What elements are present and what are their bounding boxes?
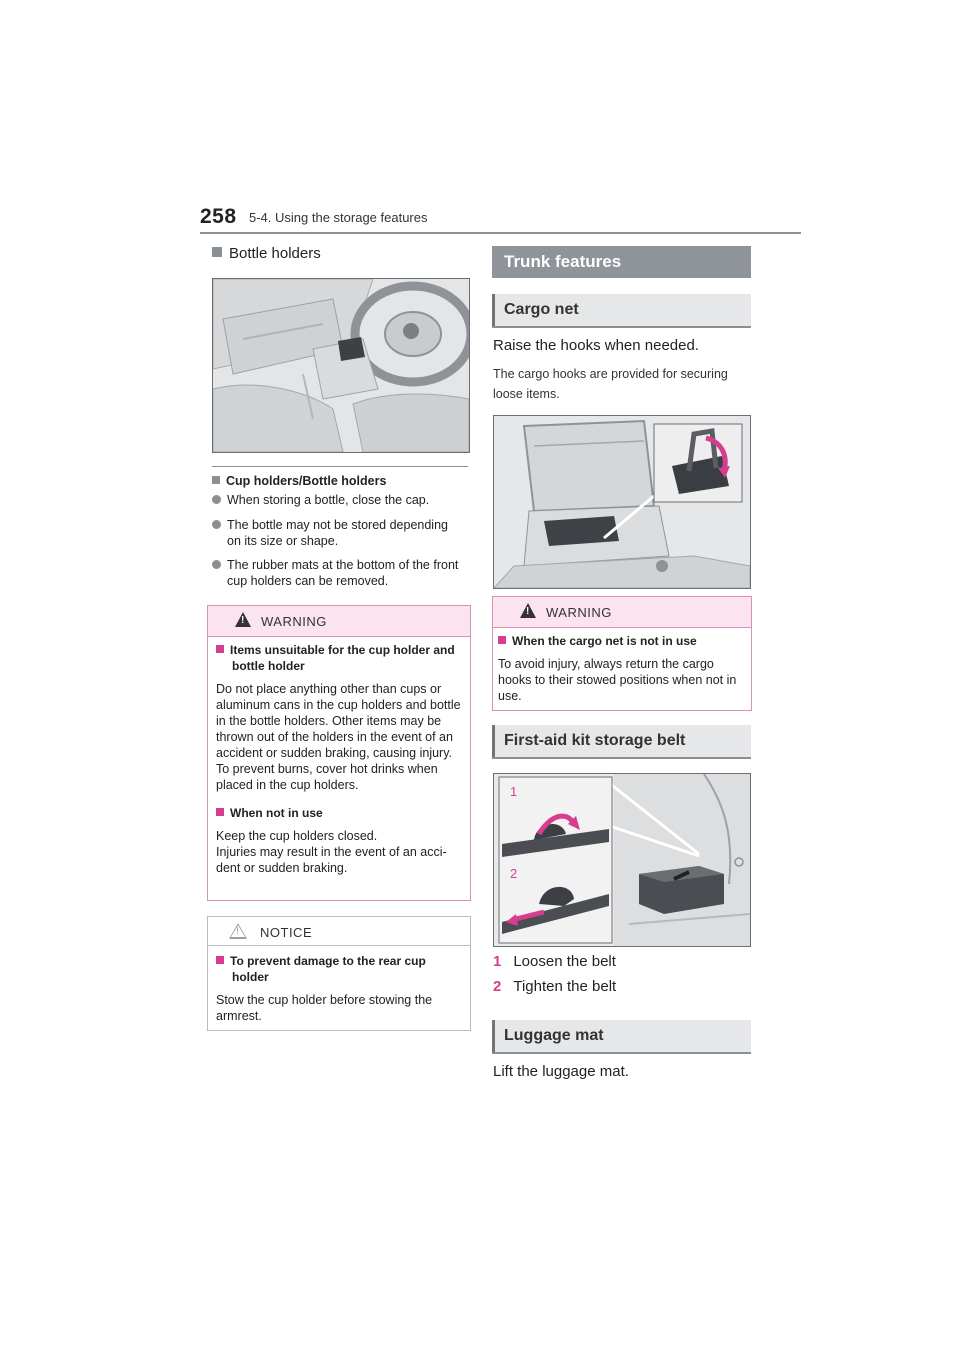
warning-triangle-icon (235, 612, 251, 627)
bullet-item: The bottle may not be stored depending on its size or shape. (212, 517, 470, 549)
round-bullet-icon (212, 520, 221, 529)
square-bullet-icon (498, 636, 506, 644)
notice-header (208, 917, 470, 946)
cargo-net-text: Raise the hooks when needed. (493, 337, 699, 354)
notice-triangle-icon (229, 923, 247, 939)
warning-box (207, 605, 471, 901)
page-number: 258 (200, 205, 237, 228)
notice-body: To prevent damage to the rear cup holder Stow the cup holder before stowing the armrest. (216, 954, 433, 1023)
square-bullet-icon (212, 476, 220, 484)
callout-1: 1 (510, 784, 518, 799)
warning-header (493, 597, 751, 628)
subsection-cargo-net: Cargo net (492, 294, 751, 328)
square-bullet-icon (216, 956, 224, 964)
bottle-holder-illustration (212, 278, 470, 453)
warning-body: Items unsuitable for the cup holder and bottle holder Do not place anything other than cups or aluminum cans in the cup holders and bottle in the bottle holders. Other items may be thrown out of the holders in the event of an accident or sudden braking, causing injury. To prevent burns, cover hot drinks when placed in the cup holders. When not in use Keep the cup holders closed. Injuries may result in the event of an acci-dent or sudden braking. (216, 643, 461, 875)
notice-box (207, 916, 471, 1031)
cargo-net-note: The cargo hooks are provided for securing loose items. (493, 367, 728, 401)
bottle-holders-heading: Bottle holders (212, 245, 321, 262)
chapter-title: 5-4. Using the storage features (249, 210, 428, 225)
bullet-item: The rubber mats at the bottom of the front cup holders can be removed. (212, 557, 470, 589)
warning-body: When the cargo net is not in use To avoid injury, always return the cargo hooks to their stowed positions when not in use. (498, 634, 737, 703)
callout-2: 2 (510, 866, 518, 881)
square-bullet-icon (216, 808, 224, 816)
square-bullet-icon (212, 247, 222, 257)
section-divider (212, 466, 468, 467)
warning-header (208, 606, 470, 637)
warning-triangle-icon (520, 603, 536, 618)
notice-title: NOTICE (260, 925, 313, 940)
subsection-luggage-mat: Luggage mat (492, 1020, 751, 1054)
cup-holders-heading: Cup holders/Bottle holders (212, 474, 386, 488)
first-aid-belt-illustration (493, 773, 751, 947)
warning-title: WARNING (261, 614, 327, 629)
luggage-mat-text: Lift the luggage mat. (493, 1063, 629, 1080)
round-bullet-icon (212, 495, 221, 504)
step-item: 1 Loosen the belt (493, 953, 616, 970)
section-bar-trunk-features: Trunk features (492, 246, 751, 278)
step-item: 2 Tighten the belt (493, 978, 617, 995)
square-bullet-icon (216, 645, 224, 653)
bullet-item: When storing a bottle, close the cap. (212, 492, 470, 508)
header-rule (200, 232, 801, 234)
subsection-first-aid: First-aid kit storage belt (492, 725, 751, 759)
warning-title: WARNING (546, 605, 612, 620)
round-bullet-icon (212, 560, 221, 569)
cargo-hook-illustration (493, 415, 751, 589)
warning-box (492, 596, 752, 711)
